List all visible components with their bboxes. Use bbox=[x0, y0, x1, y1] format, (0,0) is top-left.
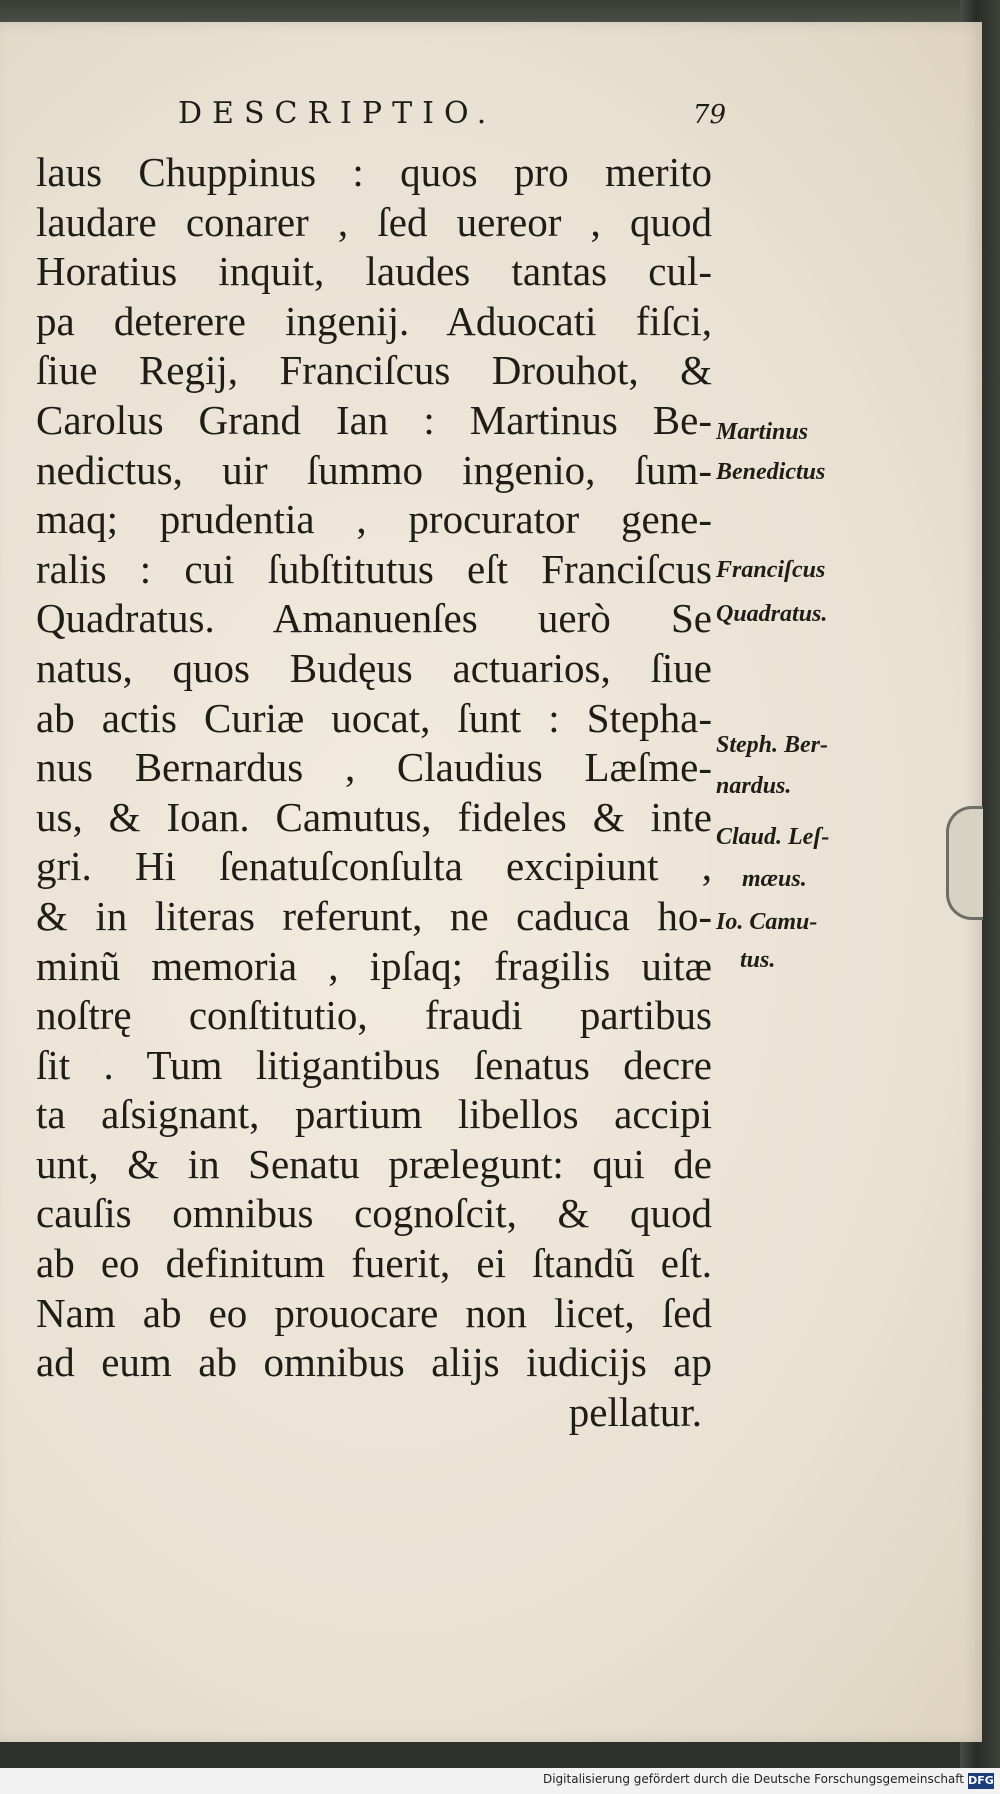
text-line: noſtrę conſtitutio, fraudi partibus bbox=[36, 992, 712, 1039]
marginal-note: Claud. Leſ- bbox=[716, 824, 830, 850]
text-line: ab actis Curiæ uocat, ſunt : Stepha- bbox=[36, 694, 712, 741]
text-line: & in literas referunt, ne caduca ho- bbox=[36, 892, 712, 939]
text-line: ralis : cui ſubſtitutus eſt Franciſcus bbox=[36, 545, 712, 592]
marginal-note: tus. bbox=[740, 947, 776, 973]
text-line: laus Chuppinus : quos pro merito bbox=[36, 149, 712, 195]
text-line: Nam ab eo prouocare non licet, ſed bbox=[36, 1289, 712, 1336]
text-line: minũ memoria , ipſaq; fragilis uitæ bbox=[36, 942, 712, 989]
marginal-note: Io. Camu- bbox=[716, 909, 818, 935]
text-line: unt, & in Senatu prælegunt: qui de bbox=[36, 1140, 712, 1187]
marginal-note: Steph. Ber- bbox=[716, 732, 829, 758]
page-number: 79 bbox=[692, 100, 726, 130]
digitization-footer bbox=[0, 1768, 1000, 1794]
running-header bbox=[178, 96, 726, 146]
text-line-last: pellatur. bbox=[568, 1388, 702, 1435]
marginal-note: Benedictus bbox=[716, 459, 826, 485]
text-line: maq; prudentia , procurator gene- bbox=[36, 496, 712, 543]
text-line: Carolus Grand Ian : Martinus Be- bbox=[36, 396, 712, 443]
text-line: us, & Ioan. Camutus, fideles & inte bbox=[36, 793, 712, 840]
body-text bbox=[36, 148, 712, 1437]
text-line: ſit . Tum litigantibus ſenatus decre bbox=[36, 1041, 712, 1088]
text-line: ſiue Regij, Franciſcus Drouhot, & bbox=[36, 347, 712, 394]
funding-credit: Digitalisierung gefördert durch die Deutsche Forschungsgemeinschaft bbox=[542, 1772, 964, 1786]
text-line: cauſis omnibus cognoſcit, & quod bbox=[36, 1190, 712, 1237]
text-line: natus, quos Budęus actuarios, ſiue bbox=[36, 644, 712, 691]
text-line: laudare conarer , ſed uereor , quod bbox=[36, 198, 712, 245]
text-line: ad eum ab omnibus alijs iudicijs ap bbox=[36, 1339, 712, 1386]
text-line: gri. Hi ſenatuſconſulta excipiunt , bbox=[36, 843, 712, 890]
text-line: ta aſsignant, partium libellos accipi bbox=[36, 1091, 712, 1138]
running-title: DESCRIPTIO. bbox=[178, 96, 497, 131]
marginal-note: nardus. bbox=[716, 773, 792, 799]
text-line: Horatius inquit, laudes tantas cul- bbox=[36, 248, 712, 295]
text-line: nus Bernardus , Claudius Læſme- bbox=[36, 744, 712, 791]
text-line: Quadratus. Amanuenſes uerò Se bbox=[36, 595, 712, 642]
dfg-logo: DFG bbox=[968, 1774, 994, 1787]
text-line: nedictus, uir ſummo ingenio, ſum- bbox=[36, 446, 712, 493]
text-line: ab eo definitum fuerit, ei ſtandũ eſt. bbox=[36, 1240, 712, 1287]
marginal-note: Quadratus. bbox=[716, 601, 828, 627]
text-line: pa deterere ingenij. Aduocati fiſci, bbox=[36, 297, 712, 344]
marginal-note: Franciſcus bbox=[716, 557, 826, 583]
marginal-note: mæus. bbox=[742, 866, 807, 892]
marginal-note: Martinus bbox=[716, 419, 809, 445]
